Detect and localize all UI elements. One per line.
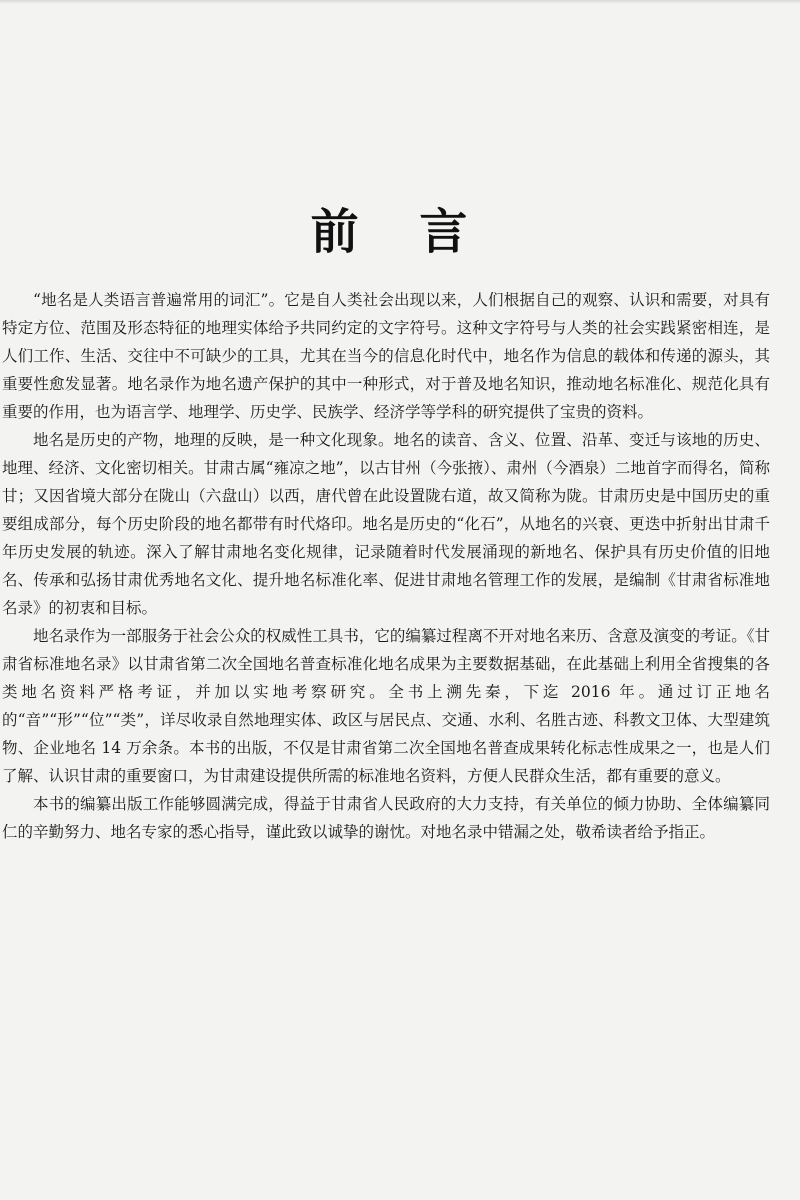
paragraph-4: 本书的编纂出版工作能够圆满完成，得益于甘肃省人民政府的大力支持，有关单位的倾力协助、全体编纂同仁的辛勤努力、地名专家的悉心指导，谨此致以诚挚的谢忱。对地名录中错漏之处，敬希读者给予指正。: [2, 795, 770, 841]
scan-edge: [0, 0, 800, 4]
page-title: 前 言: [310, 204, 490, 261]
preface-body: [0, 286, 770, 846]
paragraph-3: 地名录作为一部服务于社会公众的权威性工具书，它的编纂过程离不开对地名来历、含意及演变的考证。《甘肃省标准地名录》以甘肃省第二次全国地名普查标准化地名成果为主要数据基础，在此基础上利用全省搜集的各类地名资料严格考证，并加以实地考察研究。全书上溯先秦，下迄 2016 年。通过订正地名的“音”“形”“位”“类”，详尽收录自然地理实体、政区与居民点、交通、水利、名胜古迹、科教文卫体、大型建筑物、企业地名 14 万余条。本书的出版，不仅是甘肃省第二次全国地名普查成果转化标志性成果之一，也是人们了解、认识甘肃的重要窗口，为甘肃建设提供所需的标准地名资料，方便人民群众生活，都有重要的意义。: [2, 627, 770, 785]
paragraph-1: “地名是人类语言普遍常用的词汇”。它是自人类社会出现以来，人们根据自己的观察、认识和需要，对具有特定方位、范围及形态特征的地理实体给予共同约定的文字符号。这种文字符号与人类的社会实践紧密相连，是人们工作、生活、交往中不可缺少的工具，尤其在当今的信息化时代中，地名作为信息的载体和传递的源头，其重要性愈发显著。地名录作为地名遗产保护的其中一种形式，对于普及地名知识，推动地名标准化、规范化具有重要的作用，也为语言学、地理学、历史学、民族学、经济学等学科的研究提供了宝贵的资料。: [2, 291, 770, 421]
paragraph-2: 地名是历史的产物，地理的反映，是一种文化现象。地名的读音、含义、位置、沿革、变迁与该地的历史、地理、经济、文化密切相关。甘肃古属“雍凉之地”，以古甘州（今张掖）、肃州（今酒泉）二地首字而得名，简称甘；又因省境大部分在陇山（六盘山）以西，唐代曾在此设置陇右道，故又简称为陇。甘肃历史是中国历史的重要组成部分，每个历史阶段的地名都带有时代烙印。地名是历史的“化石”，从地名的兴衰、更迭中折射出甘肃千年历史发展的轨迹。深入了解甘肃地名变化规律，记录随着时代发展涌现的新地名、保护具有历史价值的旧地名、传承和弘扬甘肃优秀地名文化、提升地名标准化率、促进甘肃地名管理工作的发展，是编制《甘肃省标准地名录》的初衷和目标。: [2, 431, 770, 617]
